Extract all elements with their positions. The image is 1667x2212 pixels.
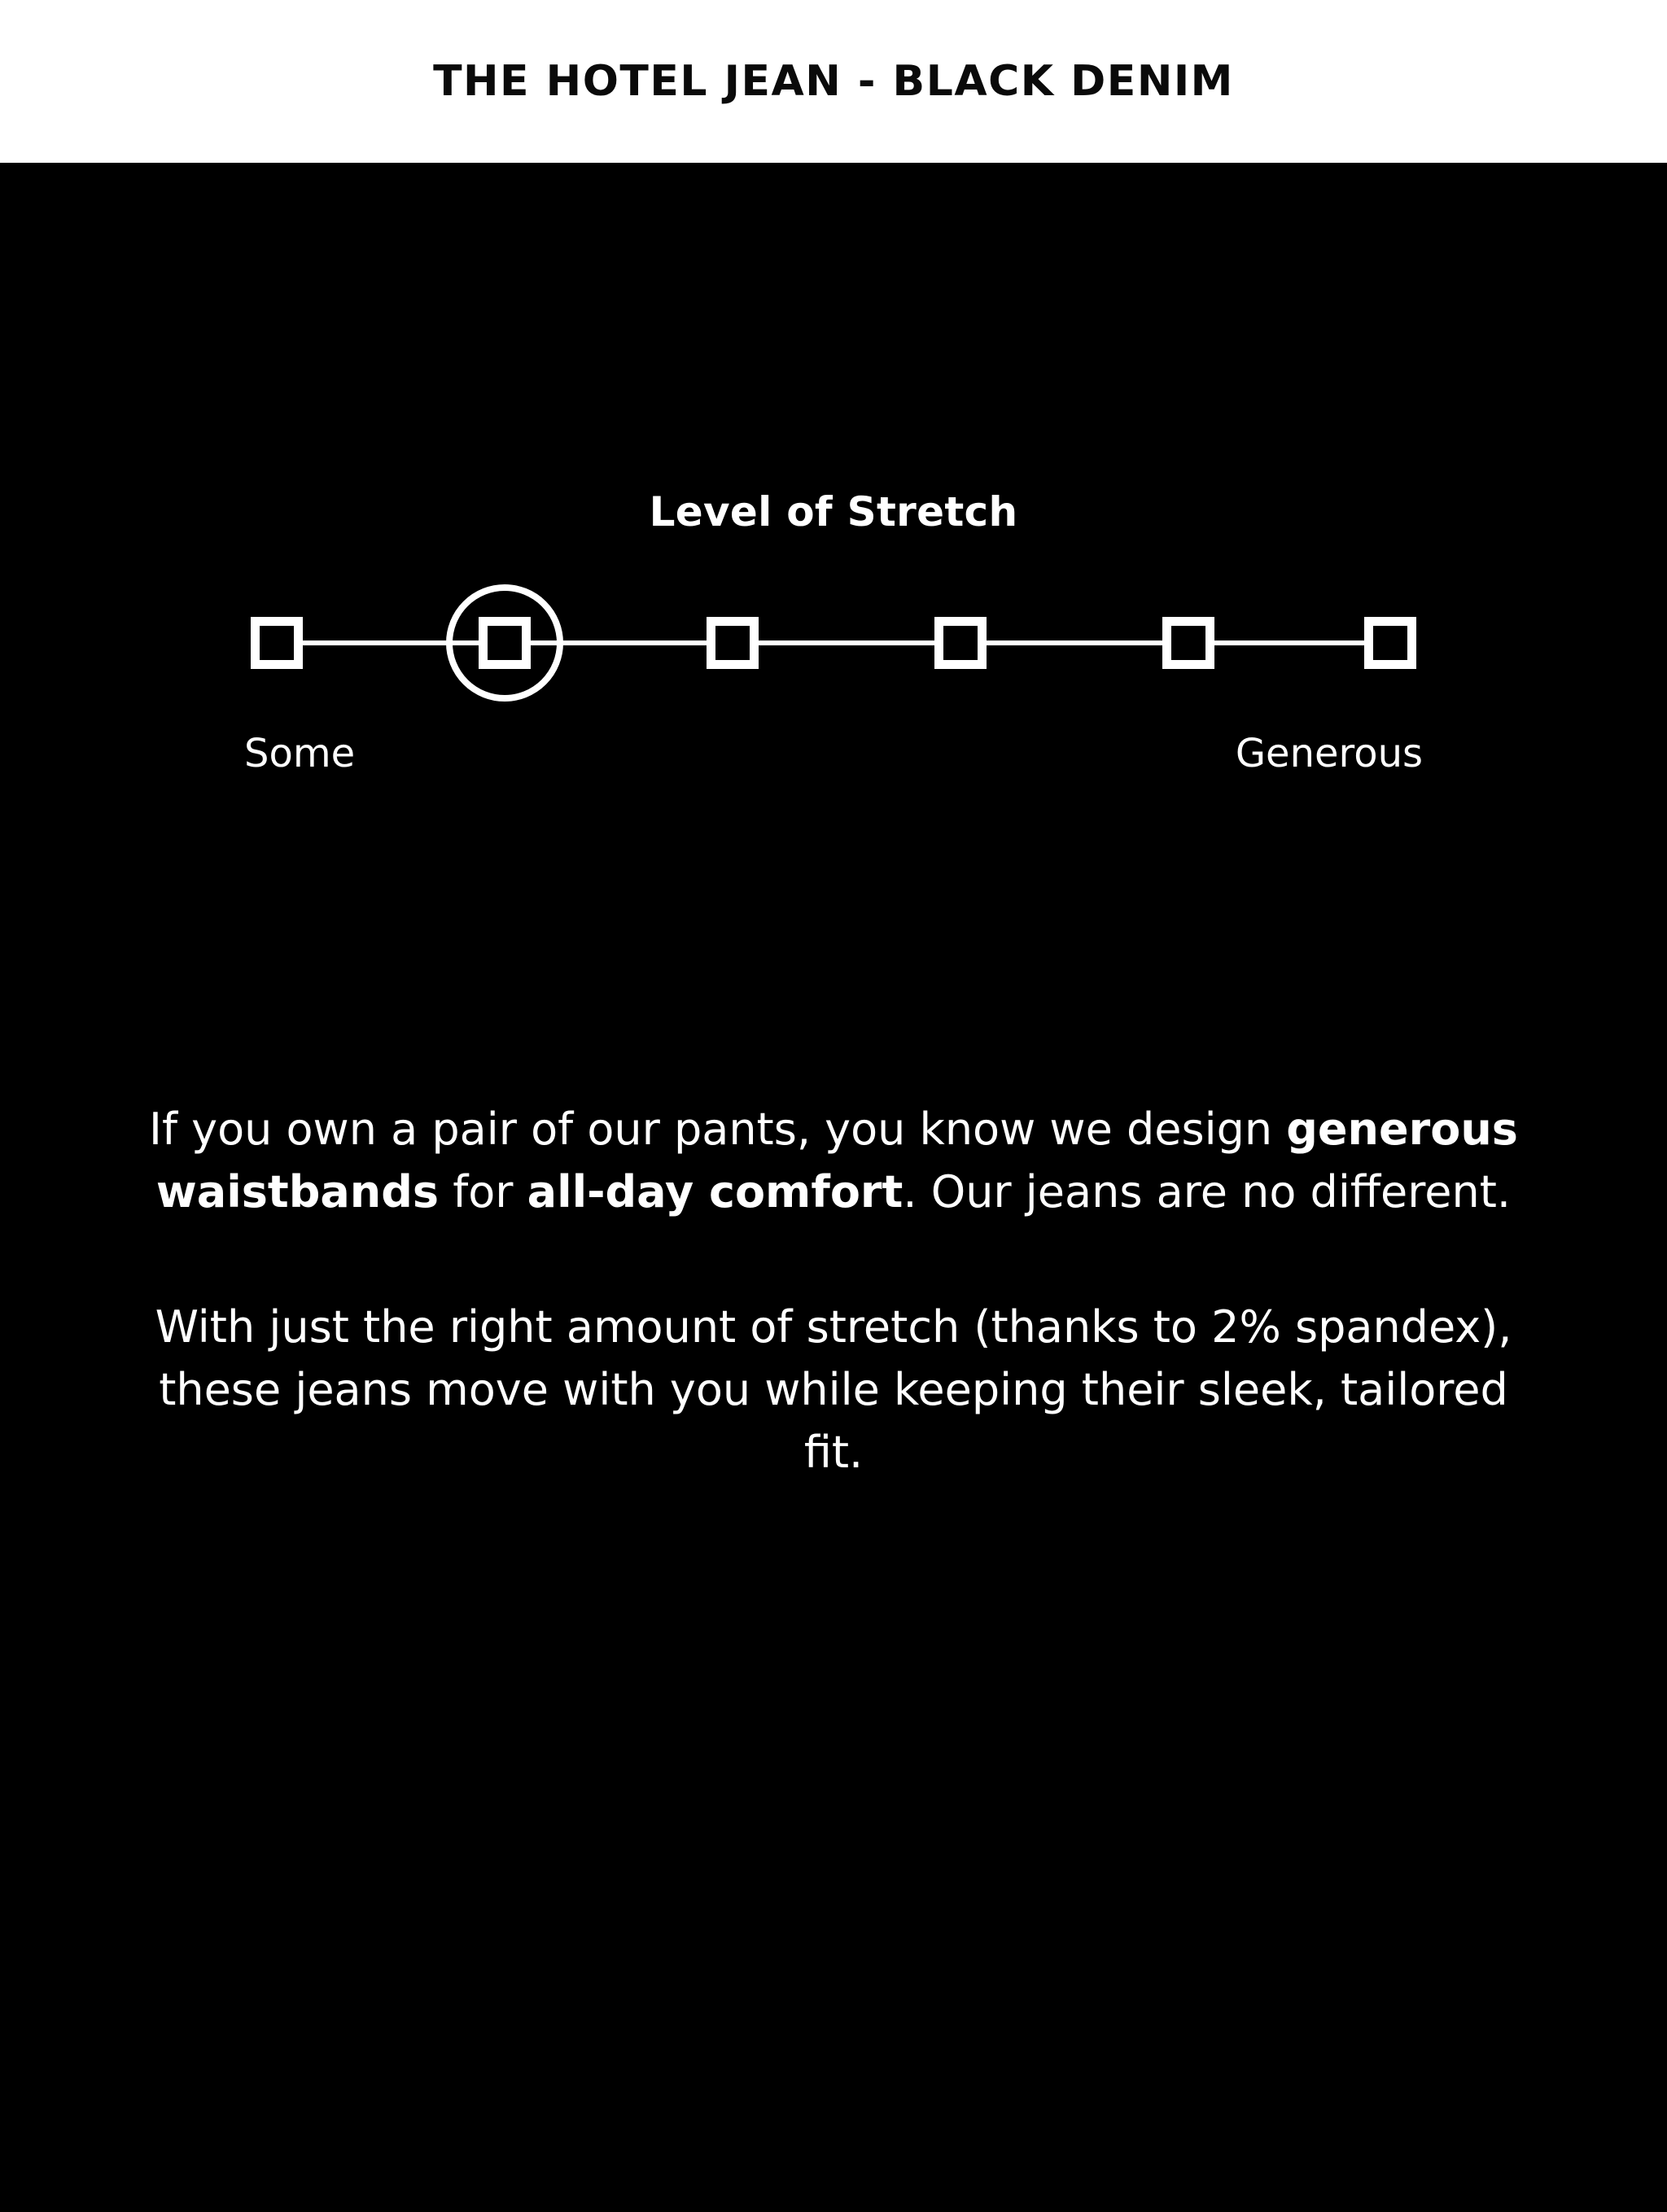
page-header bbox=[0, 0, 1667, 163]
scale-tick-4[interactable] bbox=[934, 617, 987, 669]
scale-label-high: Generous bbox=[1235, 731, 1423, 776]
stretch-scale-track[interactable] bbox=[247, 570, 1420, 716]
stretch-scale-title: Level of Stretch bbox=[649, 488, 1018, 536]
scale-selected-indicator-circle-icon bbox=[446, 584, 563, 702]
stretch-scale-block bbox=[0, 488, 1667, 788]
scale-tick-square-icon bbox=[260, 626, 294, 660]
scale-endpoint-labels bbox=[223, 731, 1444, 788]
scale-tick-square-icon bbox=[943, 626, 978, 660]
description-paragraph-1 bbox=[142, 1099, 1525, 1223]
scale-tick-5[interactable] bbox=[1162, 617, 1214, 669]
paragraph1-text-part2: for bbox=[439, 1165, 527, 1217]
scale-label-low: Some bbox=[244, 731, 356, 776]
scale-tick-square-icon bbox=[1373, 626, 1407, 660]
description-copy bbox=[142, 1099, 1525, 1484]
dark-content-panel bbox=[0, 163, 1667, 2212]
scale-tick-3[interactable] bbox=[707, 617, 759, 669]
description-paragraph-2: With just the right amount of stretch (thanks to 2% spandex), these jeans move with you while keeping their sleek, tailored fit. bbox=[155, 1301, 1512, 1478]
paragraph1-bold-all-day-comfort: all-day comfort bbox=[527, 1165, 904, 1217]
page-title: THE HOTEL JEAN - BLACK DENIM bbox=[433, 57, 1234, 106]
scale-tick-6[interactable] bbox=[1364, 617, 1416, 669]
paragraph1-bold-generous-waistbands: generous waistbands bbox=[155, 1104, 1518, 1217]
scale-tick-square-icon bbox=[1171, 626, 1205, 660]
scale-tick-square-icon bbox=[715, 626, 750, 660]
paragraph1-text-part1: If you own a pair of our pants, you know we design bbox=[149, 1104, 1287, 1155]
scale-line bbox=[277, 640, 1390, 645]
paragraph1-text-part3: . Our jeans are no different. bbox=[903, 1165, 1512, 1217]
scale-tick-1[interactable] bbox=[251, 617, 303, 669]
